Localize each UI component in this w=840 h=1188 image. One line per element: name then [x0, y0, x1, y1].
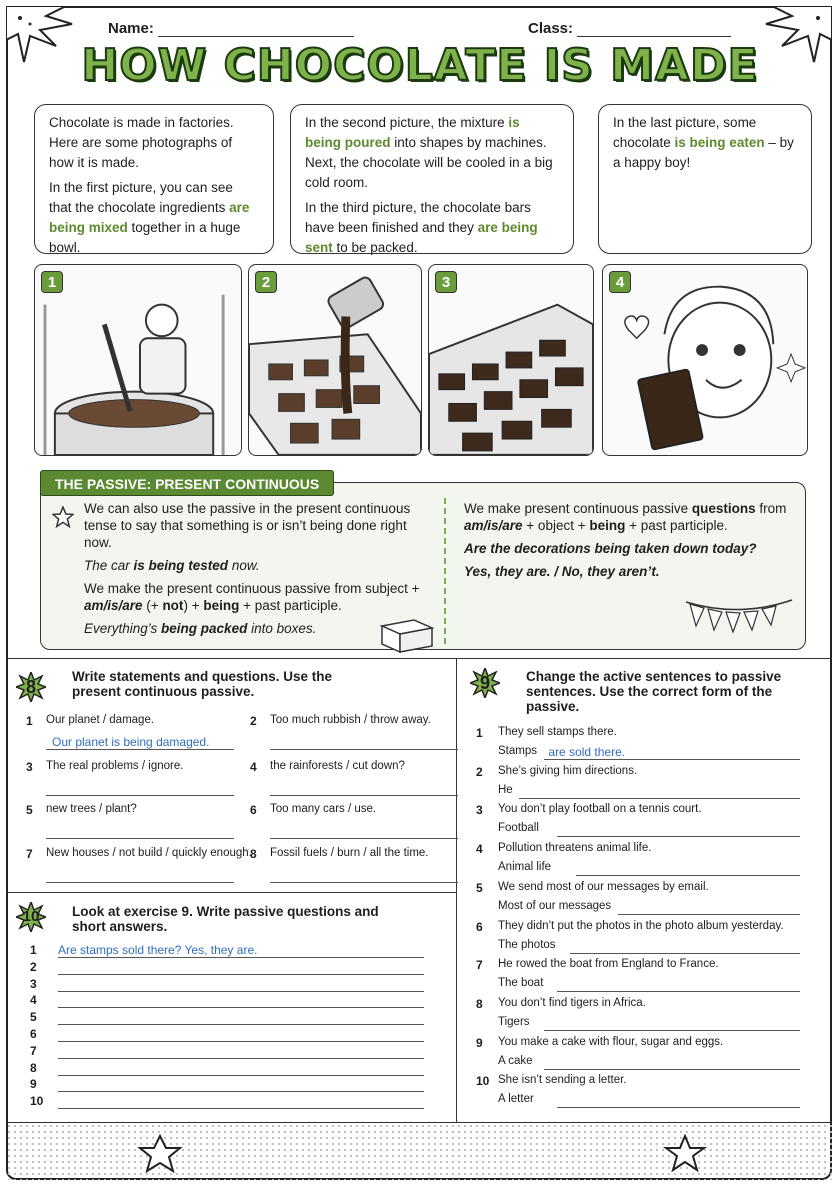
item-prompt: She isn’t sending a letter.: [498, 1074, 627, 1087]
panel-number: 2: [255, 271, 277, 293]
item-number: 4: [30, 993, 37, 1008]
bunting-icon: [684, 596, 794, 636]
intro-text: In the third picture, the chocolate bars have been finished and they are being sent to be packed.: [305, 200, 538, 255]
item-prompt: You make a cake with flour, sugar and eggs.: [498, 1035, 724, 1048]
highlight-phrase: is being poured: [305, 115, 520, 150]
intro-text: Chocolate is made in factories. Here are some photographs of how it is made.: [49, 115, 234, 170]
intro-box-2: [290, 104, 574, 254]
item-number: 5: [26, 803, 33, 817]
class-blank[interactable]: [577, 36, 731, 37]
item-prompt: Our planet / damage.: [46, 714, 155, 726]
column-divider: [456, 658, 457, 1122]
grammar-rule: We make the present continuous passive from subject + am/is/are (+ not) + being + past participle.: [84, 581, 420, 613]
item-number: 3: [476, 803, 483, 818]
item-subject: He: [498, 783, 513, 796]
item-subject: Most of our messages: [498, 899, 612, 912]
answer-line[interactable]: [557, 976, 800, 992]
item-prompt: The real problems / ignore.: [46, 760, 184, 772]
item-number: 2: [250, 714, 257, 728]
grammar-divider: [444, 498, 446, 644]
item-number: 1: [26, 714, 33, 728]
answer-line[interactable]: [58, 960, 424, 975]
answer-line[interactable]: [618, 899, 800, 915]
panel-number: 3: [435, 271, 457, 293]
conveyor-illustration: [429, 265, 593, 455]
item-prompt: Pollution threatens animal life.: [498, 842, 652, 855]
exercise-9-badge: 9: [470, 668, 500, 698]
grammar-example: Everything’s being packed into boxes.: [84, 621, 317, 636]
grammar-rule: We can also use the passive in the present continuous tense to say that something is or isn’t being done right now.: [84, 501, 411, 550]
answer-line[interactable]: [519, 783, 800, 799]
intro-text: In the second picture, the mixture is being poured into shapes by machines. Next, the chocolate will be cooled in a big cold room.: [305, 115, 553, 190]
item-number: 8: [250, 847, 257, 861]
star-icon: [130, 1134, 190, 1174]
highlight-phrase: are being mixed: [49, 200, 250, 235]
item-prompt: Fossil fuels / burn / all the time.: [270, 847, 429, 859]
class-field[interactable]: [528, 20, 731, 37]
answer-line[interactable]: [58, 993, 424, 1008]
answer-text: are sold there.: [548, 745, 626, 759]
intro-text: In the last picture, some chocolate is being eaten – by a happy boy!: [613, 115, 794, 170]
grammar-example: Are the decorations being taken down today?: [464, 541, 757, 556]
name-blank[interactable]: [158, 36, 354, 37]
answer-line[interactable]: [557, 1092, 800, 1108]
item-prompt: We send most of our messages by email.: [498, 880, 709, 893]
exercise-8-badge: 8: [16, 672, 46, 702]
answer-line[interactable]: [270, 734, 458, 750]
mixing-illustration: [35, 265, 241, 455]
item-number: 5: [30, 1010, 37, 1025]
item-subject: A cake: [498, 1054, 533, 1067]
intro-box-3: [598, 104, 812, 254]
name-field[interactable]: [108, 20, 354, 37]
item-prompt: You don’t find tigers in Africa.: [498, 996, 646, 1009]
item-prompt: She’s giving him directions.: [498, 764, 638, 777]
name-label: Name:: [108, 20, 154, 37]
item-number: 1: [476, 726, 483, 740]
item-subject: Football: [498, 822, 539, 835]
answer-text: Our planet is being damaged.: [52, 735, 210, 749]
picture-boy-eating: [602, 264, 808, 456]
item-subject: Tigers: [498, 1015, 530, 1028]
answer-line[interactable]: [58, 943, 424, 958]
grammar-example: Yes, they are. / No, they aren’t.: [464, 564, 660, 579]
item-number: 6: [250, 803, 257, 817]
answer-line[interactable]: [270, 823, 458, 839]
item-number: 3: [26, 760, 33, 774]
answer-line[interactable]: [58, 1094, 424, 1109]
answer-text: Are stamps sold there? Yes, they are.: [58, 943, 258, 957]
answer-line[interactable]: [46, 867, 234, 883]
answer-line[interactable]: [58, 1027, 424, 1042]
answer-line[interactable]: [544, 1054, 800, 1070]
panel-number: 4: [609, 271, 631, 293]
page-title: HOW CHOCOLATE IS MADE: [81, 40, 759, 91]
intro-text: In the first picture, you can see that the chocolate ingredients are being mixed together in a huge bowl.: [49, 180, 250, 255]
answer-line[interactable]: [58, 977, 424, 992]
answer-line[interactable]: [58, 1077, 424, 1092]
item-number: 10: [476, 1074, 490, 1089]
answer-line[interactable]: [46, 734, 234, 750]
star-icon: [660, 1134, 710, 1174]
item-prompt: Too many cars / use.: [270, 803, 377, 815]
item-prompt: Too much rubbish / throw away.: [270, 714, 431, 726]
item-subject: Animal life: [498, 861, 552, 874]
class-label: Class:: [528, 20, 574, 37]
grammar-left-column: [84, 500, 424, 643]
item-number: 9: [30, 1077, 37, 1092]
answer-line[interactable]: [58, 1061, 424, 1076]
boy-eating-illustration: [603, 265, 807, 455]
item-number: 2: [476, 764, 483, 779]
pouring-illustration: [249, 265, 421, 455]
star-icon: [52, 506, 74, 528]
exercise-10-badge: 10: [16, 902, 46, 932]
exercise-9-title: Change the active sentences to passive sentences. Use the correct form of the passive.: [526, 669, 782, 714]
answer-line[interactable]: [270, 867, 458, 883]
answer-line[interactable]: [46, 823, 234, 839]
answer-line[interactable]: [46, 780, 234, 796]
item-prompt: new trees / plant?: [46, 803, 137, 815]
picture-mixing: [34, 264, 242, 456]
item-number: 6: [476, 919, 483, 934]
item-number: 4: [476, 842, 483, 857]
panel-number: 1: [41, 271, 63, 293]
grammar-example: The car is being tested now.: [84, 558, 260, 573]
grammar-rule: We make present continuous passive questions from am/is/are + object + being + past participle.: [464, 501, 787, 533]
item-number: 5: [476, 880, 483, 895]
box-icon: [374, 612, 440, 654]
section-divider: [6, 892, 456, 893]
answer-line[interactable]: [557, 821, 800, 837]
item-prompt: You don’t play football on a tennis court.: [498, 803, 702, 816]
item-number: 6: [30, 1027, 37, 1041]
item-subject: The boat: [498, 977, 544, 990]
answer-line[interactable]: [58, 1010, 424, 1025]
answer-line[interactable]: [58, 1044, 424, 1059]
item-prompt: the rainforests / cut down?: [270, 760, 405, 772]
item-number: 7: [26, 847, 33, 861]
grammar-right-column: [464, 500, 794, 586]
item-subject: The photos: [498, 938, 556, 951]
picture-conveyor: [428, 264, 594, 456]
item-prompt: He rowed the boat from England to France.: [498, 958, 719, 971]
item-prompt: New houses / not build / quickly enough.: [46, 847, 252, 859]
answer-line[interactable]: [570, 938, 800, 954]
highlight-phrase: are being sent: [305, 220, 538, 255]
item-number: 1: [30, 943, 37, 957]
item-subject: Stamps: [498, 745, 537, 757]
item-number: 3: [30, 976, 37, 991]
highlight-phrase: is being eaten: [674, 135, 765, 150]
item-number: 7: [30, 1043, 37, 1058]
item-number: 9: [476, 1035, 483, 1050]
answer-line[interactable]: [544, 744, 800, 760]
exercise-8-title: Write statements and questions. Use the present continuous passive.: [72, 669, 333, 699]
item-number: 4: [250, 760, 257, 774]
answer-line[interactable]: [544, 1015, 800, 1031]
grammar-heading: THE PASSIVE: PRESENT CONTINUOUS: [40, 470, 334, 496]
item-number: 10: [30, 1094, 44, 1109]
answer-line[interactable]: [576, 860, 800, 876]
intro-box-1: [34, 104, 274, 254]
item-number: 8: [30, 1060, 37, 1075]
item-prompt: They sell stamps there.: [498, 726, 617, 738]
item-number: 7: [476, 958, 483, 973]
answer-line[interactable]: [270, 780, 458, 796]
section-divider: [6, 658, 832, 659]
item-number: 2: [30, 959, 37, 974]
item-prompt: They didn’t put the photos in the photo album yesterday.: [498, 919, 784, 932]
exercise-10-title: Look at exercise 9. Write passive questions and short answers.: [72, 904, 379, 934]
item-subject: A letter: [498, 1093, 534, 1106]
item-number: 8: [476, 996, 483, 1011]
picture-pouring: [248, 264, 422, 456]
